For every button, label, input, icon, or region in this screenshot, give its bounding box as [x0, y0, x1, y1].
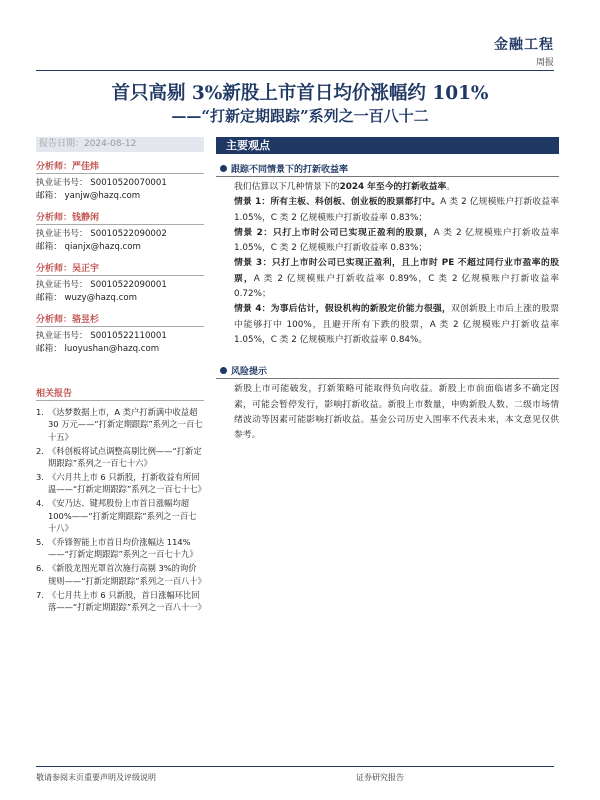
- related-report-number: 4.: [36, 498, 44, 509]
- analyst-name: 分析师：吴正宇: [36, 261, 204, 276]
- related-report-item[interactable]: [36, 589, 204, 614]
- risk-text: 新股上市可能破发，打新策略可能取得负向收益。新股上市前面临诸多不确定因素，可能会暂停发行，影响打新收益。新股上市数量，申购新股人数、二级市场情绪波动等因素可能影响打新收益。基金公司历史入围率不代表未来，本文意见仅供参考。: [234, 384, 559, 441]
- tracking-intro: [234, 180, 559, 195]
- scenario-2: [234, 226, 559, 257]
- related-report-text: 《乔锋智能上市首日均价涨幅达 114%——“打新定期跟踪”系列之一百七十九》: [48, 537, 198, 560]
- scenario-2-text: A 类 2 亿规模账户打新收益率 1.05%，C 类 2 亿规模账户打新收益率 0.83%；: [234, 227, 559, 254]
- related-report-number: 2.: [36, 445, 44, 456]
- bullet-dot-icon: [220, 367, 227, 374]
- scenario-1-text: A 类 2 亿规模账户打新收益率 1.05%，C 类 2 亿规模账户打新收益率 0.83%；: [234, 197, 559, 223]
- analyst-cert: 执业证书号： S0010522090001: [36, 280, 167, 290]
- scenario-3: [234, 256, 559, 302]
- analyst-name: 分析师：严佳炜: [36, 159, 204, 174]
- analyst-name: 分析师：骆昱杉: [36, 312, 204, 327]
- analyst-card: [36, 261, 204, 305]
- analyst-card: [36, 312, 204, 356]
- related-report-text: 《科创板将试点调整高剔比例——“打新定期跟踪”系列之一百七十六》: [48, 445, 202, 469]
- intro-emphasis: 2024 年至今的打新收益率: [339, 182, 447, 192]
- scenario-2-label: 情景 2：只打上市时公司已实现正盈利的股票，: [234, 227, 434, 238]
- related-report-text: 《七月共上市 6 只新股，首日涨幅环比回落——“打新定期跟踪”系列之一百八十一》: [48, 589, 206, 613]
- related-reports-list: [36, 406, 204, 614]
- footer-report-type: 证券研究报告: [356, 773, 404, 782]
- related-reports-title: 相关报告: [36, 386, 204, 401]
- analyst-card: [36, 159, 204, 203]
- analyst-name: 分析师：钱静闲: [36, 210, 204, 225]
- risk-section-header: [216, 364, 559, 379]
- intro-end: 。: [446, 182, 456, 192]
- related-report-text: 《新股龙图光罩首次施行高剔 3%的询价规则——“打新定期跟踪”系列之一百八十》: [48, 563, 206, 586]
- analyst-email[interactable]: 邮箱： luoyushan@hazq.com: [36, 344, 160, 354]
- footer-divider: [36, 766, 554, 767]
- report-subtitle: ——“打新定期跟踪”系列之一百八十二: [171, 107, 429, 125]
- analyst-email[interactable]: 邮箱： qianjx@hazq.com: [36, 242, 141, 252]
- tracking-body: [216, 180, 559, 348]
- scenario-4-label: 情景 4：为事后估计，假设机构的新股定价能力很强，: [234, 304, 452, 315]
- related-report-item[interactable]: [36, 536, 204, 561]
- scenario-3-label: 情景 3：只打上市时公司已实现正盈利，且上市时 PE 不超过同行业市盈率的股票，: [234, 258, 559, 284]
- main-content: [216, 137, 559, 443]
- related-report-number: 6.: [36, 563, 44, 574]
- scenario-1: [234, 195, 559, 226]
- key-points-header: 主要观点: [216, 137, 559, 154]
- analyst-email[interactable]: 邮箱： yanjw@hazq.com: [36, 191, 141, 201]
- analyst-card: [36, 210, 204, 254]
- bullet-dot-icon: [220, 165, 227, 172]
- scenario-4: [234, 302, 559, 348]
- header-divider: [36, 70, 554, 71]
- intro-text: 我们估算以下几种情景下的: [234, 182, 340, 192]
- doc-type-label: 周报: [535, 58, 554, 68]
- related-report-item[interactable]: [36, 445, 204, 470]
- footer-disclaimer[interactable]: 敬请参阅末页重要声明及评级说明: [36, 773, 156, 782]
- tracking-section-header: [216, 162, 559, 177]
- sidebar: [36, 137, 204, 615]
- analyst-email[interactable]: 邮箱： wuzy@hazq.com: [36, 293, 137, 303]
- related-report-number: 1.: [36, 407, 44, 417]
- related-report-item[interactable]: [36, 497, 204, 534]
- related-report-number: 7.: [36, 589, 44, 600]
- scenario-3-text: A 类 2 亿规模账户打新收益率 0.89%，C 类 2 亿规模账户打新收益率 0.72%；: [234, 273, 559, 300]
- related-report-number: 5.: [36, 537, 44, 548]
- related-report-item[interactable]: [36, 562, 204, 587]
- tracking-section-title: 跟踪不同情景下的打新收益率: [231, 165, 349, 175]
- report-date: 报告日期：2024-08-12: [36, 137, 204, 152]
- report-title: 首只高剔 3%新股上市首日均价涨幅约 101%: [111, 83, 489, 104]
- analyst-cert: 执业证书号： S0010522110001: [36, 331, 167, 341]
- brand-label: 金融工程: [494, 37, 554, 53]
- analyst-cert: 执业证书号： S0010520070001: [36, 178, 167, 188]
- scenario-4-text: 双创新股上市后上涨的股票中能够打中 100%，且避开所有下跌的股票，A 类 2 亿规模账户打新收益率 1.05%，C 类 2 亿规模账户打新收益率 0.84%。: [234, 304, 559, 345]
- related-report-item[interactable]: [36, 471, 204, 496]
- related-report-text: 《安乃达、键邦股份上市首日涨幅均超 100%——“打新定期跟踪”系列之一百七十八》: [48, 498, 197, 534]
- related-report-item[interactable]: [36, 406, 204, 443]
- related-report-text: 《达梦数据上市，A 类户打新满中收益超 30 万元——“打新定期跟踪”系列之一百七十五》: [48, 407, 203, 442]
- risk-section-title: 风险提示: [231, 367, 268, 378]
- related-report-number: 3.: [36, 472, 44, 483]
- risk-body: [216, 382, 559, 443]
- scenario-1-label: 情景 1：所有主板、科创板、创业板的股票都打中。: [234, 197, 441, 208]
- related-report-text: 《六月共上市 6 只新股，打新收益有所回温——“打新定期跟踪”系列之一百七十七》: [48, 472, 206, 495]
- analyst-cert: 执业证书号： S0010522090002: [36, 229, 167, 239]
